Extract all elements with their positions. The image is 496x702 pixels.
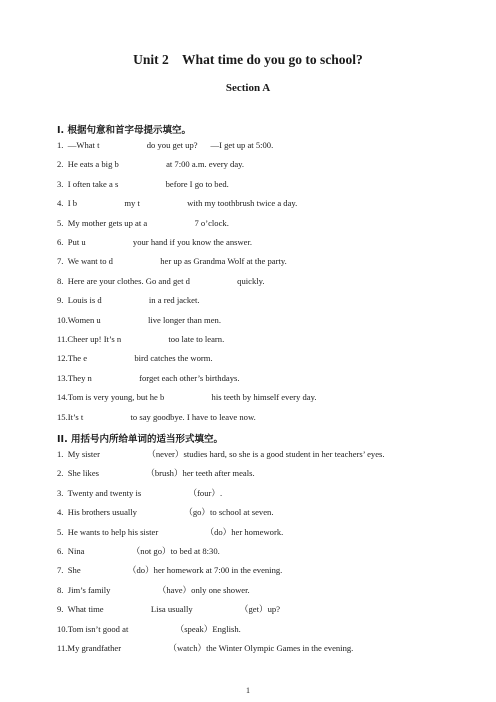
exercise-item: 6. Put u your hand if you know the answer. xyxy=(57,237,253,247)
exercise-item: 14.Tom is very young, but he b his teeth by himself every day. xyxy=(57,392,317,403)
exercise-item: 8. Here are your clothes. Go and get d quickly. xyxy=(57,275,265,286)
page-number: 1 xyxy=(246,686,250,695)
exercise-item: 12.The e bird catches the worm. xyxy=(57,353,213,364)
exercise-item: 3. I often take a s before I go to bed. xyxy=(57,178,229,189)
exercise-item: 11.Cheer up! It’s n too late to learn. xyxy=(57,334,225,344)
exercise-item: 3. Twenty and twenty is （four）. xyxy=(57,487,223,498)
exercise-item: 11.My grandfather （watch）the Winter Olympic Games in the evening. xyxy=(57,643,354,653)
exercise-item: 6. Nina （not go）to bed at 8:30. xyxy=(57,546,220,556)
exercise-item: 7. We want to d her up as Grandma Wolf at the party. xyxy=(57,256,287,267)
exercise-item: 5. He wants to help his sister （do）her homework. xyxy=(57,526,284,537)
exercise-item: 13.They n forget each other’s birthdays. xyxy=(57,372,240,383)
exercise-item: 9. What time Lisa usually （get）up? xyxy=(57,604,281,615)
exercise-item: 8. Jim’s family （have）only one shower. xyxy=(57,584,250,595)
exercise-item: 4. I b my t with my toothbrush twice a day. xyxy=(57,198,298,209)
exercise-item: 10.Women u live longer than men. xyxy=(57,314,221,325)
exercise-item: 1. My sister （never）studies hard, so she is a good student in her teachers’ eyes. xyxy=(57,449,385,459)
exercise-item: 4. His brothers usually （go）to school at seven. xyxy=(57,507,274,518)
exercise-item: 9. Louis is d in a red jacket. xyxy=(57,295,200,306)
exercise-item: 10.Tom isn’t good at （speak）English. xyxy=(57,623,241,634)
exercise-item: 2. She likes （brush）her teeth after meals. xyxy=(57,468,255,479)
exercise-item: 5. My mother gets up at a 7 o’clock. xyxy=(57,217,229,228)
section-1-heading: I. 根据句意和首字母提示填空。 xyxy=(57,125,191,136)
section-subtitle: Section A xyxy=(225,82,271,94)
section-2-heading: II. 用括号内所给单词的适当形式填空。 xyxy=(57,434,223,445)
exercise-item: 2. He eats a big b at 7:00 a.m. every day. xyxy=(57,159,245,170)
exercise-item: 15.It’s t to say goodbye. I have to leave now. xyxy=(57,411,256,422)
exercise-item: 7. She （do）her homework at 7:00 in the evening. xyxy=(57,565,283,576)
exercise-item: 1. —What t do you get up? —I get up at 5:00. xyxy=(57,140,274,150)
page-title: Unit 2 What time do you go to school? xyxy=(133,52,363,67)
